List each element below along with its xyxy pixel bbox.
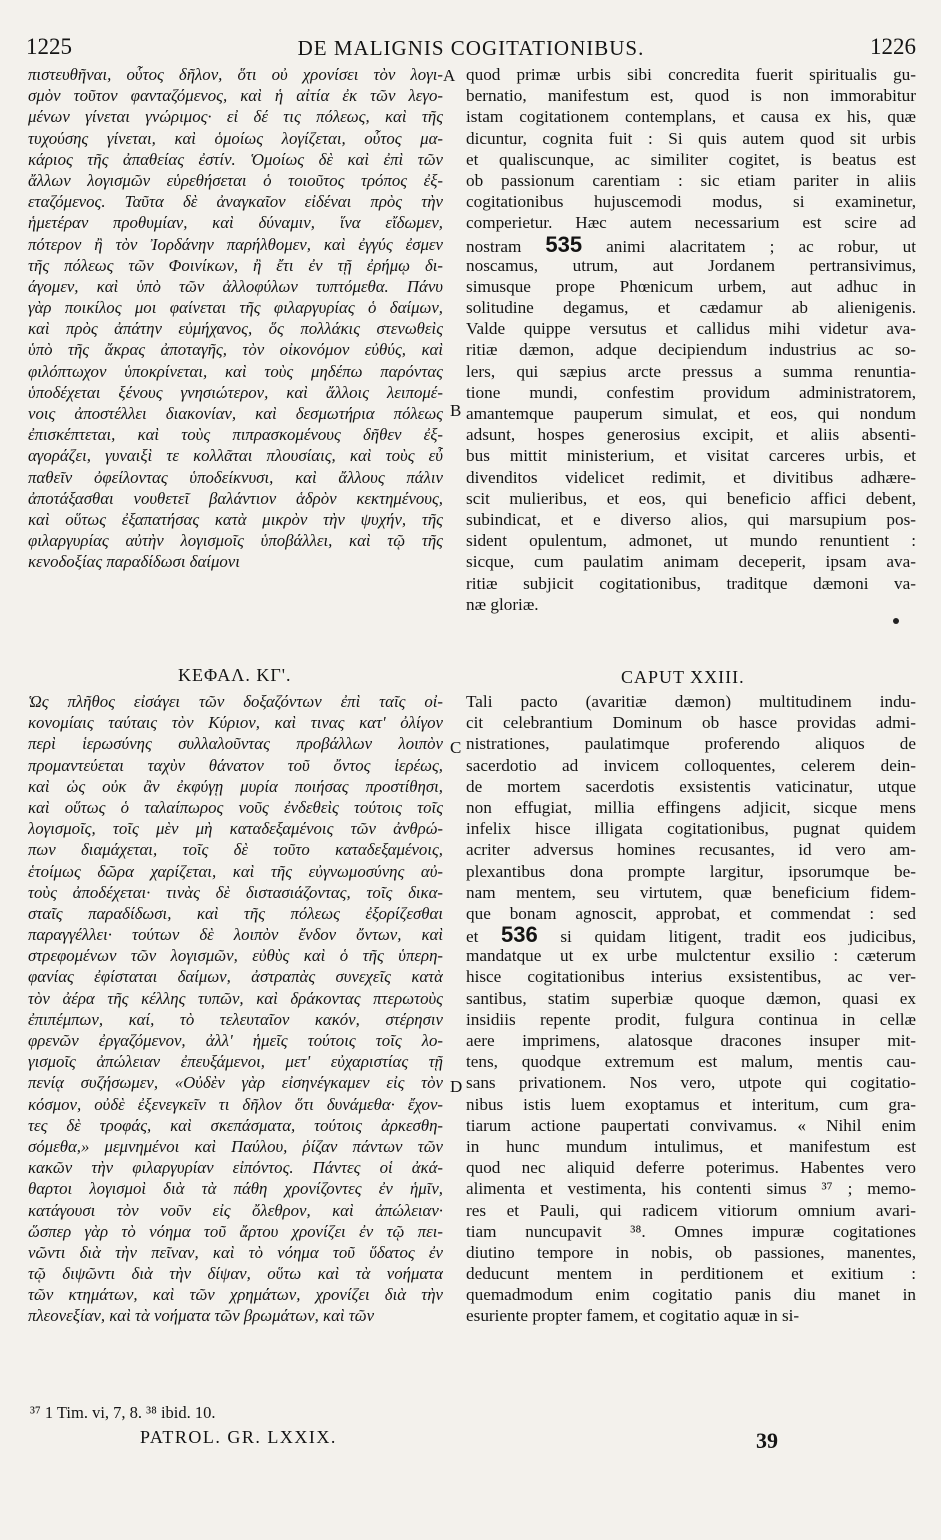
text-line: solitudine degamus, et cædamur ab alienigenis. xyxy=(466,298,916,318)
latin-chapter-heading: CAPUT XXIII. xyxy=(621,667,745,687)
text-line: φανίας ἐφίσταται δαίμων, ἀστραπὰς συνεχεῖς κατὰ xyxy=(28,967,443,987)
text-line: σόμεθα,» μεμνημένοι καὶ Παύλου, ῥίζαν πάντων τῶν xyxy=(28,1136,443,1156)
text-line: de mortem sacerdotis exsistentis vaticinatur, utque xyxy=(466,776,916,796)
text-line: ἀποτάξασθαι νουθετεῖ βαλάντιον ἁδρὸν κεκτημένους, xyxy=(28,488,443,508)
latin-column-bottom xyxy=(466,691,916,1327)
text-line: νῶντι διὰ τὴν πεῖναν, καὶ τὸ νόημα τοῦ ὕδατος ἐν xyxy=(28,1242,443,1262)
text-line: istam cogitationem contemplans, et causa ex his, quæ xyxy=(466,107,916,127)
text-line: φιλαργυρίας αὐτὴν λογισμοῖς ὑποβάλλει, καὶ τῷ τῆς xyxy=(28,531,443,551)
text-line: ἐπιπέμπων, καί, τὸ τελευταῖον κακόν, στέρησιν xyxy=(28,1009,443,1029)
text-line: bus mittit ministerium, et visitat carceres urbis, et xyxy=(466,446,916,466)
text-line: res et Pauli, qui radicem vitiorum omnium avari- xyxy=(466,1200,916,1220)
text-line: plexantibus dona prompte largitur, ipsorumque be- xyxy=(466,861,916,881)
text-line: scit mulieribus, et eos, qui beneficio affici debent, xyxy=(466,488,916,508)
text-line: καὶ οὕτως ὁ ταλαίπωρος νοῦς ἐνδεθεὶς τούτοις τοῖς xyxy=(28,797,443,817)
text-line: nostram 535 animi alacritatem ; ac robur, ut xyxy=(466,233,916,255)
margin-letter-a: A xyxy=(443,66,456,85)
greek-column-bottom xyxy=(28,691,443,1327)
right-column-number: 1226 xyxy=(870,34,916,59)
text-line: τυχούσης γίνεται, καὶ ὁμοίως λογίζεται, οὗτος μα- xyxy=(28,128,443,148)
text-line: ritiæ dæmon, adque decipiendum industrius ac so- xyxy=(466,340,916,360)
text-line: ἑτοίμως δῶρα χαρίζεται, καὶ τῆς εὐγνωμοσύνης αὐ- xyxy=(28,861,443,881)
text-line: κενοδοξίας παραδίδωσι δαίμονι xyxy=(28,552,240,572)
text-line: noscamus, utrum, aut Jordanem pertransivimus, xyxy=(466,255,916,275)
text-line: lers, qui sæpius arcte pressus a summa renuntia- xyxy=(466,361,916,381)
text-line: divenditos videlicet redimit, et divitibus adhære- xyxy=(466,467,916,487)
running-header xyxy=(26,34,916,66)
text-line: sans privationem. Nos vero, utpote qui cogitatio- xyxy=(466,1073,916,1093)
text-line: diutino tempore in nobis, ob passiones, manentes, xyxy=(466,1242,916,1262)
greek-column-top xyxy=(28,64,443,573)
text-line: simusque prope Phœnicum urbem, aut adhuc in xyxy=(466,276,916,296)
text-line: ἡμετέραν προθυμίαν, καὶ δύναμιν, ἵνα εἴδωμεν, xyxy=(28,213,443,233)
text-line: sicque, cum paulatim animam deceperit, ipsam ava- xyxy=(466,552,916,572)
latin-column-top xyxy=(466,64,916,615)
text-line: næ gloriæ. xyxy=(466,594,539,614)
text-line: τῆς πόλεως τῶν Φοινίκων, ἢ ἔτι ἐν τῇ ἐρήμῳ δι- xyxy=(28,255,443,275)
text-line: sident opulentum, admonet, ut mundo renuntient : xyxy=(466,531,916,551)
text-line: santibus, statim superbiæ quoque dæmon, quasi ex xyxy=(466,988,916,1008)
text-line: deducunt mentem in perditionem et exitium : xyxy=(466,1264,916,1284)
text-line: σμὸν τοῦτον φανταζόμενος, καὶ ἡ αἰτία ἐκ τῶν λεγο- xyxy=(28,86,443,106)
text-line: et 536 si quidam litigent, tradit eos judicibus, xyxy=(466,924,916,946)
text-line: κονομίαις ταύταις τὸν Κύριον, καὶ τινας κατ' ὀλίγον xyxy=(28,713,443,733)
text-line: ὑπὸ τῆς ἄκρας ἀποταγῆς, τὸν οἰκονόμον εὐθύς, καὶ xyxy=(28,340,443,360)
margin-letter-c: C xyxy=(450,738,462,757)
text-line: ἄλλων λογισμῶν εὑρεθήσεται ὁ τοιοῦτος τρόπος ἐξ- xyxy=(28,170,443,190)
page-marker: 535 xyxy=(545,233,583,255)
greek-chapter-heading: ΚΕΦΑΛ. ΚΓ'. xyxy=(178,665,292,685)
text-line: αγοράζει, γυναιξὶ τε κολλᾶται πλουσίαις, καὶ τοὺς εὖ xyxy=(28,446,443,466)
text-line: Valde quippe versutus et callidus mihi videtur ava- xyxy=(466,319,916,339)
signature-mark: 39 xyxy=(756,1428,778,1453)
text-line: quemadmodum enim cogitatio panis diu manet in xyxy=(466,1285,916,1305)
text-line: mandatque ut ex urbe mulctentur exsilio : cæterum xyxy=(466,946,916,966)
margin-letter-d: D xyxy=(450,1077,463,1096)
text-line: ὥσπερ γὰρ τὸ νόημα τοῦ ἄρτου χρονίζει ἐν τῷ πει- xyxy=(28,1221,443,1241)
text-line: εταζόμενος. Ταῦτα δὲ ἀναγκαῖον εἰδέναι πρὸς τὴν xyxy=(28,192,443,212)
text-line: tens, quodque extremum est malum, mentis cau- xyxy=(466,1052,916,1072)
text-line: que bonam agnoscit, approbat, et commendat : sed xyxy=(466,903,916,923)
footnotes: ³⁷ 1 Tim. vi, 7, 8. ³⁸ ibid. 10. xyxy=(30,1403,216,1422)
text-line: λογισμοῖς, τοῖς μὲν μὴ καταδεξαμένοις τῶν ἀνθρώ- xyxy=(28,819,443,839)
text-line: acriter adversus homines recusantes, id vero am- xyxy=(466,840,916,860)
text-line: comperietur. Hæc autem necessarium est scire ad xyxy=(466,213,916,233)
text-line: πενίᾳ συζήσωμεν, «Οὐδὲν γὰρ εἰσηνέγκαμεν εἰς τὸν xyxy=(28,1073,443,1093)
volume-footer: PATROL. GR. LXXIX. xyxy=(140,1427,337,1447)
margin-letter-b: B xyxy=(450,401,462,420)
text-line: πων διαμάχεται, τοῖς δὲ τοῦτο καταδεξαμένοις, xyxy=(28,840,443,860)
text-line: cit celebrantium Dominum ob hasce providas admi- xyxy=(466,713,916,733)
text-line: nam mentem, seu virtutem, quæ beneficium fidem- xyxy=(466,882,916,902)
text-line: τοὺς ἀποδέχεται· τινὰς δὲ διστασιάζοντας, τοῖς δικα- xyxy=(28,882,443,902)
text-line: άγομεν, καὶ ὑπὸ τῶν ἀλλοφύλων τυπτόμεθα. Πάνυ xyxy=(28,276,443,296)
text-line: subindicat, et e diverso alios, qui marsupium pos- xyxy=(466,509,916,529)
text-line: κόσμον, οὐδὲ ἐξενεγκεῖν τι δῆλον ὅτι δυνάμεθα· ἔχον- xyxy=(28,1094,443,1114)
text-line: καὶ ὡς οὐκ ἂν ἐκφύγῃ μυρία ποιήσας προστίθησι, xyxy=(28,776,443,796)
text-line: hisce cogitationibus interius exsistentibus, ac ver- xyxy=(466,967,916,987)
text-line: ritiæ subjicit cogitationibus, traditque dæmoni va- xyxy=(466,573,916,593)
text-line: ob passionum carentiam : sic etiam pariter in aliis xyxy=(466,170,916,190)
text-line: τες δὲ τροφάς, καὶ σκεπάσματα, τούτοις ἀρκεσθη- xyxy=(28,1115,443,1135)
text-line: tiam nuncupavit ³⁸. Omnes impuræ cogitationes xyxy=(466,1221,916,1241)
text-line: θαρτοι λογισμοὶ διὰ τὰ πάθη χρονίζοντες ἐν ἡμῖν, xyxy=(28,1179,443,1199)
text-line: κακῶν τὴν φιλαργυρίαν εἰπόντος. Πάντες οἱ ἀκά- xyxy=(28,1158,443,1178)
text-line: γισμοῖς ἀπώλειαν ἐπευξάμενοι, μετ' εὐχαριστίας τῇ xyxy=(28,1052,443,1072)
text-line: infelix hisce illigata cogitationibus, pugnat quidem xyxy=(466,819,916,839)
text-line: κάριος τῆς ἀπαθείας ἐστίν. Ὁμοίως δὲ καὶ ἐπὶ τῶν xyxy=(28,149,443,169)
text-line: παραγγέλλει· τούτων δὲ λοιπὸν ἔνδον ὄντων, καὶ xyxy=(28,925,443,945)
text-line: μένων γίνεται γνώριμος· εἰ δέ τις πόλεως, καὶ τῆς xyxy=(28,107,443,127)
text-line: κατάγουσι τὸν νοῦν εἰς ὄλεθρον, καὶ ἀπώλειαν· xyxy=(28,1200,443,1220)
text-line: Tali pacto (avaritiæ dæmon) multitudinem indu- xyxy=(466,692,916,711)
text-line: Ὡς πλῆθος εἰσάγει τῶν δοξαζόντων ἐπὶ ταῖς οἰ- xyxy=(28,692,443,711)
text-line: esuriente propter famem, et cogitatio aquæ in si- xyxy=(466,1306,800,1326)
text-line: nistrationes, paulatimque proferendo aliquos de xyxy=(466,734,916,754)
text-line: ἐπισκέπτεται, καὶ τοὺς πιπρασκομένους δῆθεν ἐξ- xyxy=(28,425,443,445)
text-line: quod nec aliquid deferre poterimus. Habentes vero xyxy=(466,1158,916,1178)
text-line: insidiis repente prodit, fulgura continua in cellæ xyxy=(466,1009,916,1029)
text-line: ὑποδέχεται ξένους γνησιώτερον, καὶ ἄλλοις λειπομέ- xyxy=(28,382,443,402)
text-line: τὸν ἀέρα τῆς κέλλης τυπῶν, καὶ δράκοντας πτερωτοὺς xyxy=(28,988,443,1008)
text-line: πλεονεξίαν, καὶ τὰ νοήματα τῶν βρωμάτων, καὶ τῶν xyxy=(28,1306,375,1326)
text-line: καὶ οὕτως ἐξαπατήσας κατὰ μικρὸν τὴν ψυχήν, τῆς xyxy=(28,509,443,529)
text-line: aere imprimens, alatosque dracones insuper mit- xyxy=(466,1031,916,1050)
text-line: amantemque pauperum simulat, et eos, qui nondum xyxy=(466,404,916,423)
text-line: τῶν κτημάτων, καὶ τῶν χρημάτων, χρονίζει διὰ τὴν xyxy=(28,1285,443,1305)
text-line: tione mundi, confestim providum administratorem, xyxy=(466,382,916,402)
text-line: πότερον ἢ τὸν Ἰορδάνην παρήλθομεν, καὶ ἐγγύς ἐσμεν xyxy=(28,234,443,254)
text-line: non effugiat, millia effingens adjicit, sicque mens xyxy=(466,797,916,817)
text-line: παθεῖν ὀφείλοντας ὑποδείκνυσι, καὶ ἄλλους πάλιν xyxy=(28,467,443,487)
ink-spot xyxy=(893,618,899,624)
text-line: sacerdotio ad invicem colloquentes, celerem dein- xyxy=(466,755,916,775)
text-line: dicuntur, cognita fuit : Si quis autem quod sit urbis xyxy=(466,128,916,148)
text-line: cogitationibus hujuscemodi modus, si examinetur, xyxy=(466,192,916,212)
text-line: στρεφομένων τῶν λογισμῶν, εὐθὺς καὶ ὁ τῆς ὑπερη- xyxy=(28,946,443,966)
text-line: nibus istis luem exoptamus et interitum, cum gra- xyxy=(466,1094,916,1114)
text-line: προμαντεύεται ταχὺν θάνατον τοῦ ὄντος ἱερέως, xyxy=(28,755,443,775)
text-line: καὶ πρὸς ἀπάτην εὐμήχανος, ὅς πολλάκις στενωθεὶς xyxy=(28,319,443,339)
text-line: alimenta et vestimenta, his contenti simus ³⁷ ; memo- xyxy=(466,1179,916,1199)
running-title: DE MALIGNIS COGITATIONIBUS. xyxy=(297,36,645,60)
text-line: φιλόπτωχον ὑποκρίνεται, καὶ τοὺς μηδέπω παρόντας xyxy=(28,361,443,381)
text-line: τῷ διψῶντι διὰ τὴν δίψαν, οὕτω καὶ τὰ νοήματα xyxy=(28,1264,443,1284)
text-line: γὰρ ποικίλος μοι φαίνεται τῆς φιλαργυρίας ὁ δαίμων, xyxy=(28,298,443,318)
text-line: πιστευθῆναι, οὗτος δῆλον, ὅτι οὐ χρονίσει τὸν λογι- xyxy=(28,65,443,84)
text-line: σταῖς παραδίδωσι, καὶ τῆς πόλεως ἐξορίζεσθαι xyxy=(28,903,443,923)
text-line: et qualiscunque, ac similiter cogitet, is beatus est xyxy=(466,149,916,169)
text-line: in hunc mundum intulimus, et manifestum est xyxy=(466,1136,916,1156)
text-line: quod primæ urbis sibi concredita fuerit spiritualis gu- xyxy=(466,65,916,84)
page-marker: 536 xyxy=(501,924,538,946)
left-column-number: 1225 xyxy=(26,34,72,59)
text-line: adsunt, hospes generosius excipit, et aliis absenti- xyxy=(466,425,916,445)
text-line: νοις ἀποστέλλει διακονίαν, καὶ δεσμωτήρια πόλεως xyxy=(28,404,443,423)
text-line: tiarum actione paupertati convivamus. « Nihil enim xyxy=(466,1115,916,1135)
text-line: bernatio, manifestum est, quod is non immorabitur xyxy=(466,86,916,106)
text-line: περὶ ἱερωσύνης συλλαλοῦντας προβάλλων λοιπὸν xyxy=(28,734,443,754)
text-line: φρενῶν ἐργαζόμενον, ἀλλ' ἡμεῖς τούτοις τοῖς λο- xyxy=(28,1031,443,1050)
